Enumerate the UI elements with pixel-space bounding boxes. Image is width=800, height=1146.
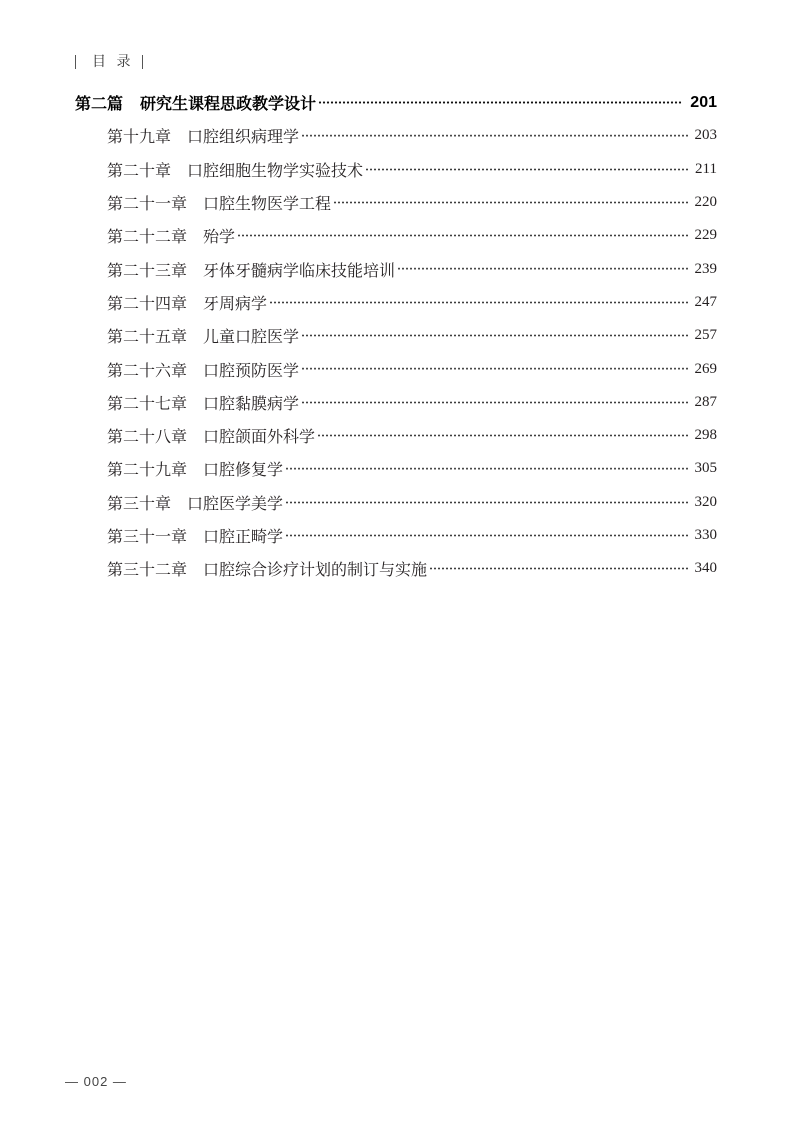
chapter-number: 第三十章 [107, 493, 172, 513]
dot-leader [237, 219, 687, 252]
chapter-number: 第二十六章 [107, 360, 188, 380]
toc-chapter-entry [75, 552, 717, 585]
chapter-number: 第二十九章 [107, 460, 188, 480]
dot-leader [301, 352, 687, 385]
chapter-title: 口腔正畸学 [203, 527, 284, 546]
chapter-title: 口腔颌面外科学 [203, 427, 316, 447]
page-number: 340 [694, 560, 717, 577]
chapter-title: 口腔修复学 [203, 460, 284, 480]
toc-part-entry [75, 86, 717, 119]
toc-chapter-entry [75, 252, 717, 285]
chapter-title: 口腔细胞生物学实验技术 [187, 160, 364, 180]
chapter-number: 第二十三章 [107, 260, 188, 280]
page-number: 330 [694, 527, 717, 543]
page-number: 201 [690, 93, 717, 111]
chapter-number: 第二十四章 [107, 293, 188, 313]
page-number: 220 [694, 194, 717, 211]
chapter-number: 第十九章 [107, 127, 172, 147]
page-number: 239 [694, 260, 717, 277]
page-number: 287 [694, 393, 717, 410]
part-number: 第二篇 [75, 94, 124, 114]
toc-chapter-entry [75, 486, 717, 519]
header-title: 目 录 [92, 54, 134, 70]
header-right-rule [142, 55, 143, 69]
chapter-title: 口腔综合诊疗计划的制订与实施 [203, 560, 428, 580]
toc-chapter-entry [75, 519, 717, 552]
dot-leader [269, 286, 687, 319]
chapter-number: 第二十章 [107, 160, 172, 180]
chapter-title: 牙体牙髓病学临床技能培训 [203, 260, 396, 280]
toc-chapter-entry [75, 386, 717, 419]
dot-leader [333, 186, 687, 219]
page-number: 269 [694, 360, 717, 377]
page-number: 298 [694, 427, 717, 444]
dot-leader [301, 119, 687, 152]
toc-chapter-entry [75, 186, 717, 219]
dot-leader [285, 519, 687, 552]
dot-leader [301, 319, 687, 352]
chapter-number: 第二十一章 [107, 194, 188, 214]
page-footer: — 002 — [65, 1074, 127, 1089]
chapter-title: 口腔黏膜病学 [203, 393, 300, 413]
dot-leader [365, 153, 688, 186]
toc-chapter-entry [75, 153, 717, 186]
dot-leader [285, 486, 687, 519]
toc-chapter-entry [75, 352, 717, 385]
chapter-number: 第二十二章 [107, 227, 188, 247]
page-number: 203 [694, 127, 717, 144]
dot-leader [397, 252, 687, 285]
chapter-title: 儿童口腔医学 [203, 327, 300, 347]
page-number: 247 [694, 293, 717, 310]
chapter-title: 殆学 [203, 227, 236, 247]
dot-leader [317, 419, 687, 452]
page-number: 320 [694, 493, 717, 510]
running-header [75, 53, 143, 71]
dot-leader [285, 452, 687, 485]
chapter-number: 第三十一章 [107, 527, 188, 546]
table-of-contents [75, 86, 717, 585]
toc-chapter-entry [75, 219, 717, 252]
chapter-number: 第二十七章 [107, 393, 188, 413]
chapter-number: 第三十二章 [107, 560, 188, 580]
dot-leader [301, 386, 687, 419]
chapter-number: 第二十八章 [107, 427, 188, 447]
header-left-rule [75, 55, 76, 69]
chapter-title: 口腔预防医学 [203, 360, 300, 380]
part-title: 研究生课程思政教学设计 [140, 94, 317, 114]
chapter-title: 口腔生物医学工程 [203, 194, 332, 214]
page-number: 229 [694, 227, 717, 244]
dot-leader [318, 86, 682, 119]
toc-chapter-entry [75, 319, 717, 352]
toc-chapter-entry [75, 286, 717, 319]
toc-chapter-entry [75, 419, 717, 452]
chapter-title: 口腔组织病理学 [187, 127, 300, 147]
page-number: 305 [694, 460, 717, 477]
chapter-title: 牙周病学 [203, 293, 268, 313]
chapter-title: 口腔医学美学 [187, 493, 284, 513]
toc-chapter-entry [75, 119, 717, 152]
chapter-number: 第二十五章 [107, 327, 188, 347]
toc-chapter-entry [75, 452, 717, 485]
dot-leader [429, 552, 687, 585]
page-number: 257 [694, 327, 717, 344]
page-number: 211 [695, 160, 717, 177]
